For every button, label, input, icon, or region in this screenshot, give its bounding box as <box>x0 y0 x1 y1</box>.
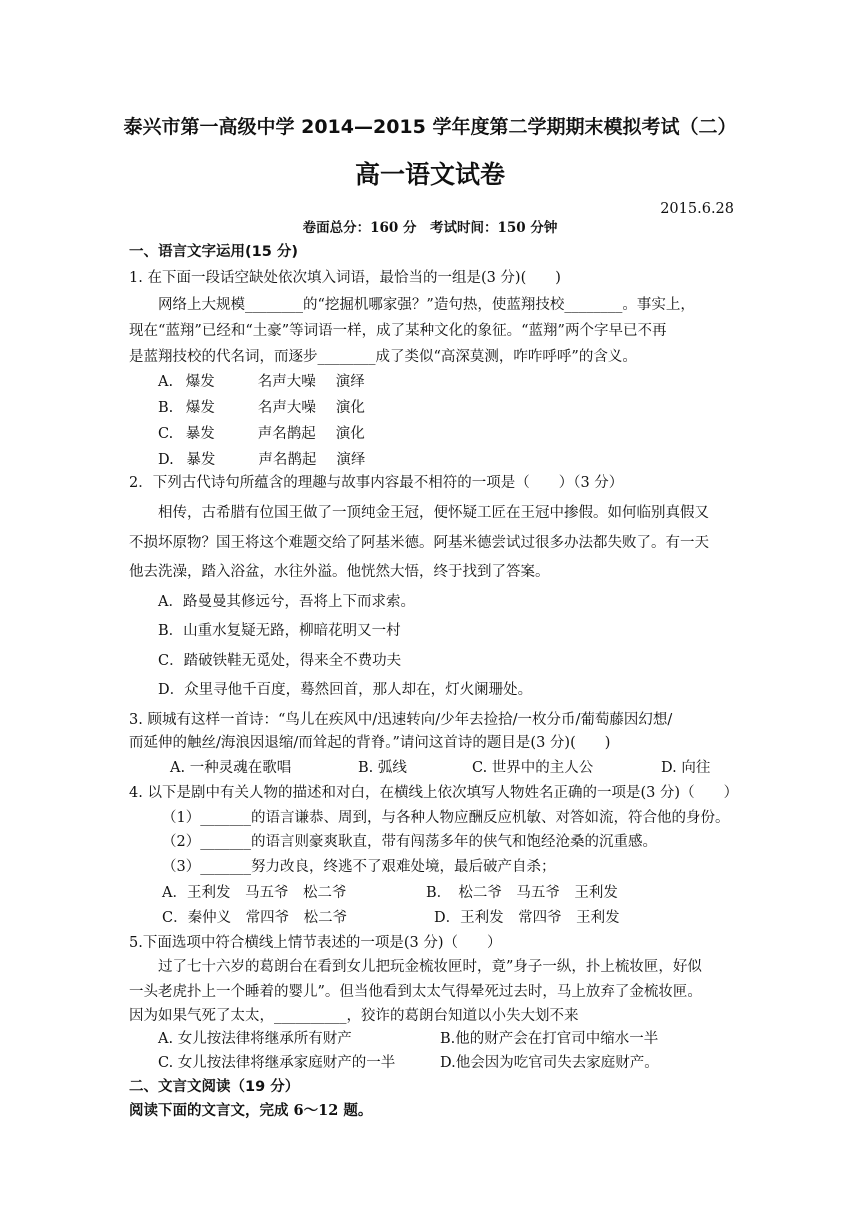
option-word-1: 暴发 <box>186 452 216 468</box>
section-2-instruction: 阅读下面的文言文，完成 6～12 题。 <box>129 1102 373 1119</box>
q5-option-d: D.他会因为吃官司失去家庭财产。 <box>440 1055 659 1071</box>
option-letter: C. <box>158 426 174 442</box>
q4-option-c: C．秦仲义 常四爷 松二爷 <box>162 910 348 926</box>
q1-option-d <box>158 450 365 470</box>
option-word-3: 演绎 <box>336 452 366 468</box>
section-1-title: 一、语言文字运用(15 分) <box>129 244 298 260</box>
section-2-title: 二、文言文阅读（19 分） <box>129 1079 300 1095</box>
q1-passage-line-2: 现在“蓝翔”已经和“土豪”等词语一样，成了某种文化的象征。“蓝翔”两个字早已不再 <box>129 323 667 339</box>
q5-option-b: B.他的财产会在打官司中缩水一半 <box>440 1031 659 1047</box>
q4-option-a: A．王利发 马五爷 松二爷 <box>162 885 347 901</box>
q2-passage-line-2: 不损坏原物？国王将这个难题交给了阿基米德。阿基米德尝试过很多办法都失败了。有一天 <box>129 535 709 551</box>
exam-meta: 卷面总分：160 分 考试时间：150 分钟 <box>302 220 558 236</box>
q3-line-2: 而延伸的触丝/海浪因退缩/而耸起的背脊。”请问这首诗的题目是(3 分)( ) <box>129 735 611 751</box>
q2-passage-line-1: 相传，古希腊有位国王做了一顶纯金王冠，便怀疑工匠在王冠中掺假。如何临别真假又 <box>158 505 709 521</box>
option-word-2: 声名鹊起 <box>257 426 316 442</box>
exam-date: 2015.6.28 <box>660 201 734 217</box>
option-word-3: 演化 <box>335 400 365 416</box>
q5-passage-line-1: 过了七十六岁的葛朗台在看到女儿把玩金梳妆匣时，竟”身子一纵，扑上梳妆匣，好似 <box>158 959 702 975</box>
q1-option-a <box>158 372 365 392</box>
q3-option-c: C. 世界中的主人公 <box>472 760 594 776</box>
q3-option-b: B. 弧线 <box>358 760 407 776</box>
q4-statement-1: （1）_______的语言谦恭、周到，与各种人物应酬反应机敏、对答如流，符合他的身份。 <box>162 810 730 826</box>
q4-statement-2: （2）_______的语言则豪爽耿直，带有闯荡多年的侠气和饱经沧桑的沉重感。 <box>162 834 657 850</box>
option-letter: D. <box>158 452 174 468</box>
option-word-1: 爆发 <box>185 400 215 416</box>
option-word-2: 名声大噪 <box>257 374 316 390</box>
option-word-2: 声名鹊起 <box>258 452 317 468</box>
q5-stem: 5.下面选项中符合横线上情节表述的一项是(3 分)（ ） <box>129 935 502 951</box>
q4-option-d: D．王利发 常四爷 王利发 <box>434 910 620 926</box>
q2-option-c: C．踏破铁鞋无觅处，得来全不费功夫 <box>158 653 402 669</box>
q3-option-d: D. 向往 <box>661 760 711 776</box>
q3-line-1: 3. 顾城有这样一首诗：“鸟儿在疾风中/迅速转向/少年去捡拾/一枚分币/葡萄藤因幻想/ <box>129 712 673 728</box>
option-word-1: 暴发 <box>185 426 215 442</box>
q5-option-c: C. 女儿按法律将继承家庭财产的一半 <box>158 1055 396 1071</box>
q2-option-a: A．路曼曼其修远兮，吾将上下而求索。 <box>158 594 415 610</box>
q4-stem: 4. 以下是剧中有关人物的描述和对白，在横线上依次填写人物姓名正确的一项是(3 分)（ ） <box>129 785 739 801</box>
q2-stem: 2．下列古代诗句所蕴含的理趣与故事内容最不相符的一项是（ ）（3 分） <box>129 475 624 491</box>
q1-option-b <box>158 398 365 418</box>
q5-passage-line-3: 因为如果气死了太太，__________，狡诈的葛朗台知道以小失大划不来 <box>129 1008 579 1024</box>
q2-passage-line-3: 他去洗澡，踏入浴盆，水往外溢。他恍然大悟，终于找到了答案。 <box>129 564 550 580</box>
q1-passage-line-3: 是蓝翔技校的代名词，而逐步________成了类似“高深莫测，咋咋呼呼”的含义。 <box>129 349 637 365</box>
q5-passage-line-2: 一头老虎扑上一个睡着的婴儿”。但当他看到太太气得晕死过去时，马上放弃了金梳妆匣。 <box>129 984 702 1000</box>
option-letter: B. <box>158 400 174 416</box>
q1-option-c <box>158 424 365 444</box>
q3-option-a: A. 一种灵魂在歌唱 <box>170 760 292 776</box>
school-title: 泰兴市第一高级中学 2014—2015 学年度第二学期期末模拟考试（二） <box>123 116 737 138</box>
option-word-3: 演绎 <box>335 374 365 390</box>
q5-option-a: A. 女儿按法律将继承所有财产 <box>158 1031 352 1047</box>
paper-title: 高一语文试卷 <box>354 160 505 189</box>
q1-stem: 1. 在下面一段话空缺处依次填入词语，最恰当的一组是(3 分)( ) <box>129 270 561 286</box>
option-word-1: 爆发 <box>185 374 215 390</box>
option-word-3: 演化 <box>335 426 365 442</box>
q1-passage-line-1: 网络上大规模________的“挖掘机哪家强？”造句热，使蓝翔技校________。事实上， <box>158 297 695 313</box>
q2-option-d: D．众里寻他千百度，蓦然回首，那人却在，灯火阑珊处。 <box>158 682 533 698</box>
q2-option-b: B．山重水复疑无路，柳暗花明又一村 <box>158 623 401 639</box>
option-word-2: 名声大噪 <box>257 400 316 416</box>
q4-option-b: B． 松二爷 马五爷 王利发 <box>426 885 618 901</box>
option-letter: A. <box>158 374 174 390</box>
q4-statement-3: （3）_______努力改良，终逃不了艰难处境，最后破产自杀； <box>162 859 556 875</box>
